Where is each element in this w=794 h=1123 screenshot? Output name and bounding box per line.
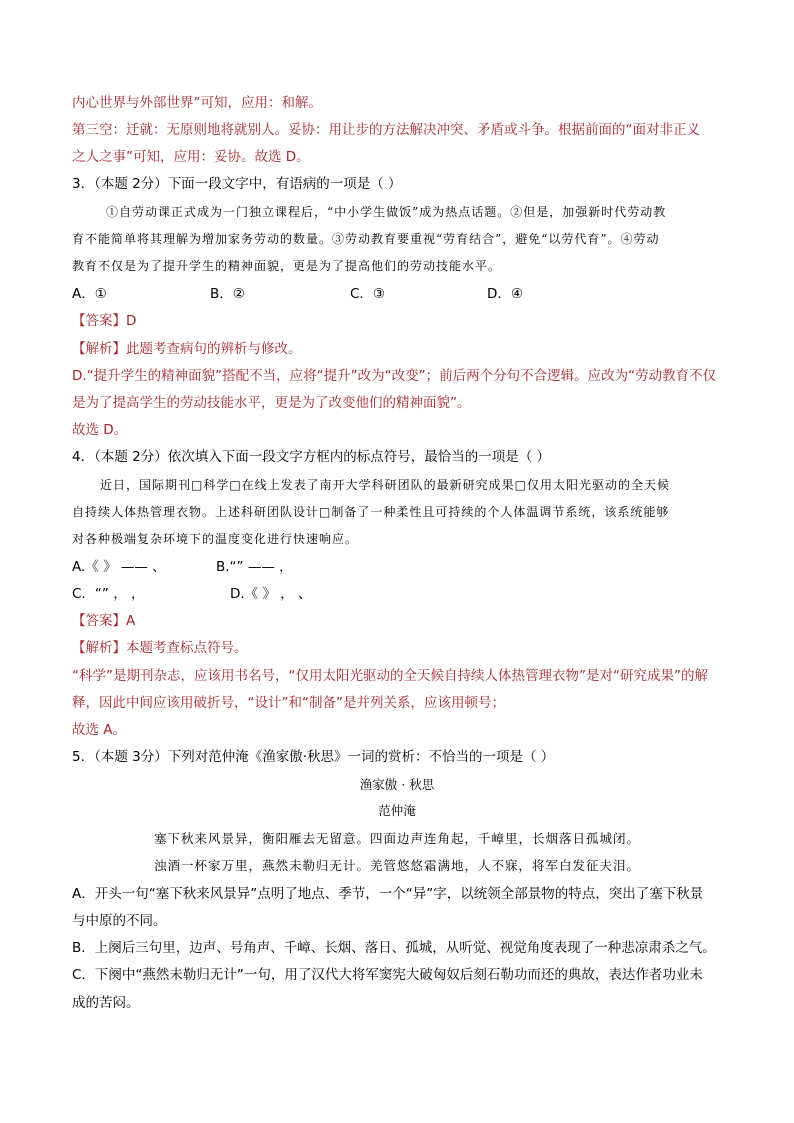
q5-option-b: B．上阕后三句里，边声、号角声、千嶂、长烟、落日、孤城，从听觉、视觉角度表现了一种悲凉肃杀之气。 xyxy=(72,940,716,956)
q5-option-a-line-1: A．开头一句“塞下秋来风景异”点明了地点、季节，一个“异”字，以统领全部景物的特点，突出了塞下秋景 xyxy=(72,886,704,902)
q2-explain-line-3: 之人之事”可知，应用：妥协。故选 D。 xyxy=(72,149,310,165)
q4-analysis: 【解析】本题考查标点符号。 xyxy=(72,640,248,656)
q4-passage-line-3: 对各种极端复杂环境下的温度变化进行快速响应。 xyxy=(72,532,359,546)
q3-explain-line-2: 是为了提高学生的劳动技能水平，更是为了改变他们的精神面貌”。 xyxy=(72,395,471,411)
q4-option-a: A.《 》 —— 、 xyxy=(72,559,166,575)
q5-option-c-line-2: 成的苦闷。 xyxy=(72,995,140,1011)
poem-title: 渔家傲 · 秋思 xyxy=(359,777,435,792)
q5-option-c-line-1: C．下阕中“燕然未勒归无计”一句，用了汉代大将军窦宪大破匈奴后刻石勒功而还的典故，表达作者功业未 xyxy=(72,967,703,983)
q4-option-b: B.“” —— ， xyxy=(216,559,293,575)
q3-option-d: D．④ xyxy=(487,286,523,302)
q4-option-d: D.《 》 ， 、 xyxy=(230,586,312,602)
q2-explain-line-1: 内心世界与外部世界”可知，应用：和解。 xyxy=(72,95,322,111)
q3-passage-line-1: ①自劳动课正式成为一门独立课程后，“中小学生做饭”成为热点话题。②但是，加强新时代劳动教 xyxy=(106,205,667,219)
poem-line-2: 浊酒一杯家万里，燕然未勒归无计。羌管悠悠霜满地，人不寐，将军白发征夫泪。 xyxy=(153,858,640,873)
q3-option-b: B．② xyxy=(210,286,245,302)
q3-answer: 【答案】D xyxy=(72,313,137,329)
q5-option-a-line-2: 与中原的不同。 xyxy=(72,913,167,929)
q4-stem: 4．（本题 2分）依次填入下面一段文字方框内的标点符号，最恰当的一项是（ ） xyxy=(72,449,551,465)
q3-option-c: C．③ xyxy=(350,286,386,302)
poem-author: 范仲淹 xyxy=(378,803,416,818)
q3-explain-line-1: D.“提升学生的精神面貌”搭配不当，应将“提升”改为“改变”；前后两个分句不合逻辑。应改为“劳动教育不仅 xyxy=(72,368,717,384)
q4-passage-line-1: 近日，国际期刊□科学□在线上发表了南开大学科研团队的最新研究成果□仅用太阳光驱动的全天候 xyxy=(100,478,671,492)
q5-stem: 5．（本题 3分）下列对范仲淹《渔家傲·秋思》一词的赏析：不恰当的一项是（ ） xyxy=(72,749,555,765)
q4-explain-line-2: 释，因此中间应该用破折号，“设计”和“制备”是并列关系，应该用顿号； xyxy=(72,695,505,711)
q3-conclusion: 故选 D。 xyxy=(72,422,128,438)
poem-line-1: 塞下秋来风景异，衡阳雁去无留意。四面边声连角起，千嶂里，长烟落日孤城闭。 xyxy=(153,831,640,846)
q4-passage-line-2: 自持续人体热管理衣物。上述科研团队设计□制备了一种柔性且可持续的个人体温调节系统，该系统能够 xyxy=(72,505,670,519)
q4-explain-line-1: “科学”是期刊杂志，应该用书名号，“仅用太阳光驱动的全天候自持续人体热管理衣物”是对“研究成果”的解 xyxy=(72,668,708,684)
q4-conclusion: 故选 A。 xyxy=(72,722,127,738)
q4-option-c: C．“” ， ， xyxy=(72,586,145,602)
q3-option-a: A．① xyxy=(72,286,107,302)
q3-passage-line-3: 教育不仅是为了提升学生的精神面貌，更是为了提高他们的劳动技能水平。 xyxy=(72,259,502,273)
q3-analysis: 【解析】此题考查病句的辨析与修改。 xyxy=(72,341,302,357)
q3-passage-line-2: 育不能简单将其理解为增加家务劳动的数量。③劳动教育要重视“劳育结合”，避免“以劳代育”。④劳动 xyxy=(72,232,660,246)
q4-answer: 【答案】A xyxy=(72,613,136,629)
q2-explain-line-2: 第三空：迁就：无原则地将就别人。妥协：用让步的方法解决冲突、矛盾或斗争。根据前面的“面对非正义 xyxy=(72,122,700,138)
q3-stem: 3．（本题 2分）下面一段文字中，有语病的一项是（ ） xyxy=(72,176,402,192)
